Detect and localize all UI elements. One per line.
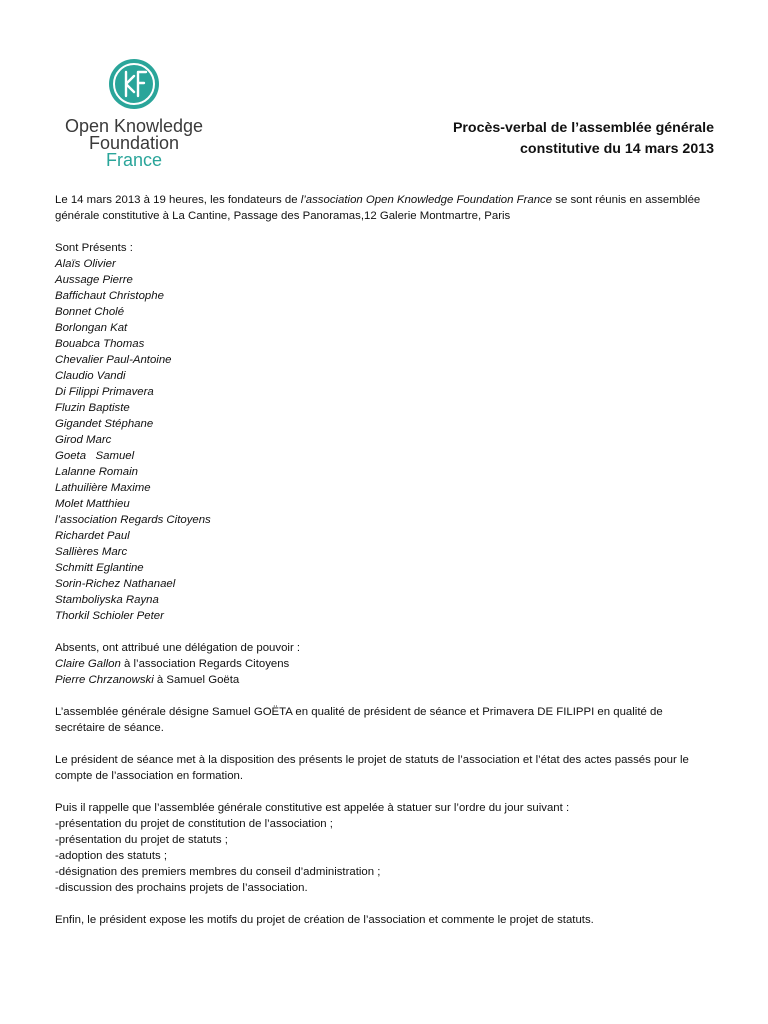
document-title — [453, 118, 714, 160]
intro-text-1: Le 14 mars 2013 à 19 heures, les fondateurs de — [55, 194, 301, 206]
designation-paragraph: L’assemblée générale désigne Samuel GOËTA en qualité de président de séance et Primavera DE FILIPPI en qualité de secrétaire de séance. — [55, 706, 663, 734]
delegation-target: à Samuel Goëta — [153, 674, 240, 686]
present-name: Gigandet Stéphane — [55, 418, 154, 430]
absents-heading: Absents, ont attribué une délégation de pouvoir : — [55, 642, 301, 654]
present-name: Aussage Pierre — [55, 274, 133, 286]
absents-list — [55, 656, 715, 688]
present-name: Fluzin Baptiste — [55, 402, 130, 414]
present-name: Di Filippi Primavera — [55, 386, 154, 398]
agenda-item: -discussion des prochains projets de l’association. — [55, 882, 308, 894]
absent-name: Pierre Chrzanowski — [55, 674, 154, 686]
present-name: Claudio Vandi — [55, 370, 126, 382]
intro-paragraph — [55, 192, 715, 224]
present-name: Sorin-Richez Nathanael — [55, 578, 176, 590]
present-name: Bonnet Cholé — [55, 306, 125, 318]
absent-delegation — [55, 656, 715, 672]
presents-heading: Sont Présents : — [55, 242, 133, 254]
present-name: Alaïs Olivier — [55, 258, 116, 270]
present-name: Sallières Marc — [55, 546, 128, 558]
absent-name: Claire Gallon — [55, 658, 121, 670]
present-name: Bouabca Thomas — [55, 338, 145, 350]
agenda-item: -désignation des premiers membres du conseil d’administration ; — [55, 866, 381, 878]
logo-line-1: Open Knowledge — [64, 116, 204, 136]
present-name: l’association Regards Citoyens — [55, 514, 211, 526]
logo-line-2: Foundation — [88, 133, 180, 153]
present-name: Thorkil Schioler Peter — [55, 610, 164, 622]
closing-paragraph: Enfin, le président expose les motifs du projet de création de l’association et commente le projet de statuts. — [55, 914, 594, 926]
delegation-target: à l’association Regards Citoyens — [120, 658, 290, 670]
present-name: Stamboliyska Rayna — [55, 594, 159, 606]
present-name: Baffichaut Christophe — [55, 290, 164, 302]
document-body — [55, 192, 715, 944]
present-name: Molet Matthieu — [55, 498, 130, 510]
present-name: Richardet Paul — [55, 530, 130, 542]
present-name: Goeta Samuel — [55, 450, 135, 462]
disposition-paragraph: Le président de séance met à la disposition des présents le projet de statuts de l’association et l’état des actes passés pour le compte de l’association en formation. — [55, 754, 689, 782]
present-name: Lathuilière Maxime — [55, 482, 151, 494]
agenda-item: -présentation du projet de constitution de l’association ; — [55, 818, 333, 830]
agenda-list — [55, 816, 715, 896]
title-line-1: Procès-verbal de l’assemblée générale — [452, 120, 714, 136]
logo-wordmark — [54, 118, 214, 169]
present-name: Chevalier Paul-Antoine — [55, 354, 172, 366]
presents-list — [55, 256, 715, 624]
present-name: Lalanne Romain — [55, 466, 138, 478]
okf-logo-icon — [108, 58, 160, 110]
logo-line-3: France — [105, 150, 163, 170]
present-name: Girod Marc — [55, 434, 112, 446]
present-name: Schmitt Eglantine — [55, 562, 144, 574]
intro-association-name: l’association Open Knowledge Foundation France — [300, 194, 553, 206]
present-name: Borlongan Kat — [55, 322, 128, 334]
agenda-item: -présentation du projet de statuts ; — [55, 834, 228, 846]
intro-text-2: se sont réunis en assemblée générale constitutive à La Cantine, Passage des Panoramas,12 Galerie Montmartre, Paris — [55, 194, 701, 222]
title-line-2: constitutive du 14 mars 2013 — [520, 141, 714, 157]
agenda-item: -adoption des statuts ; — [55, 850, 168, 862]
absent-delegation — [55, 672, 715, 688]
agenda-intro: Puis il rappelle que l’assemblée générale constitutive est appelée à statuer sur l’ordre du jour suivant : — [55, 802, 570, 814]
